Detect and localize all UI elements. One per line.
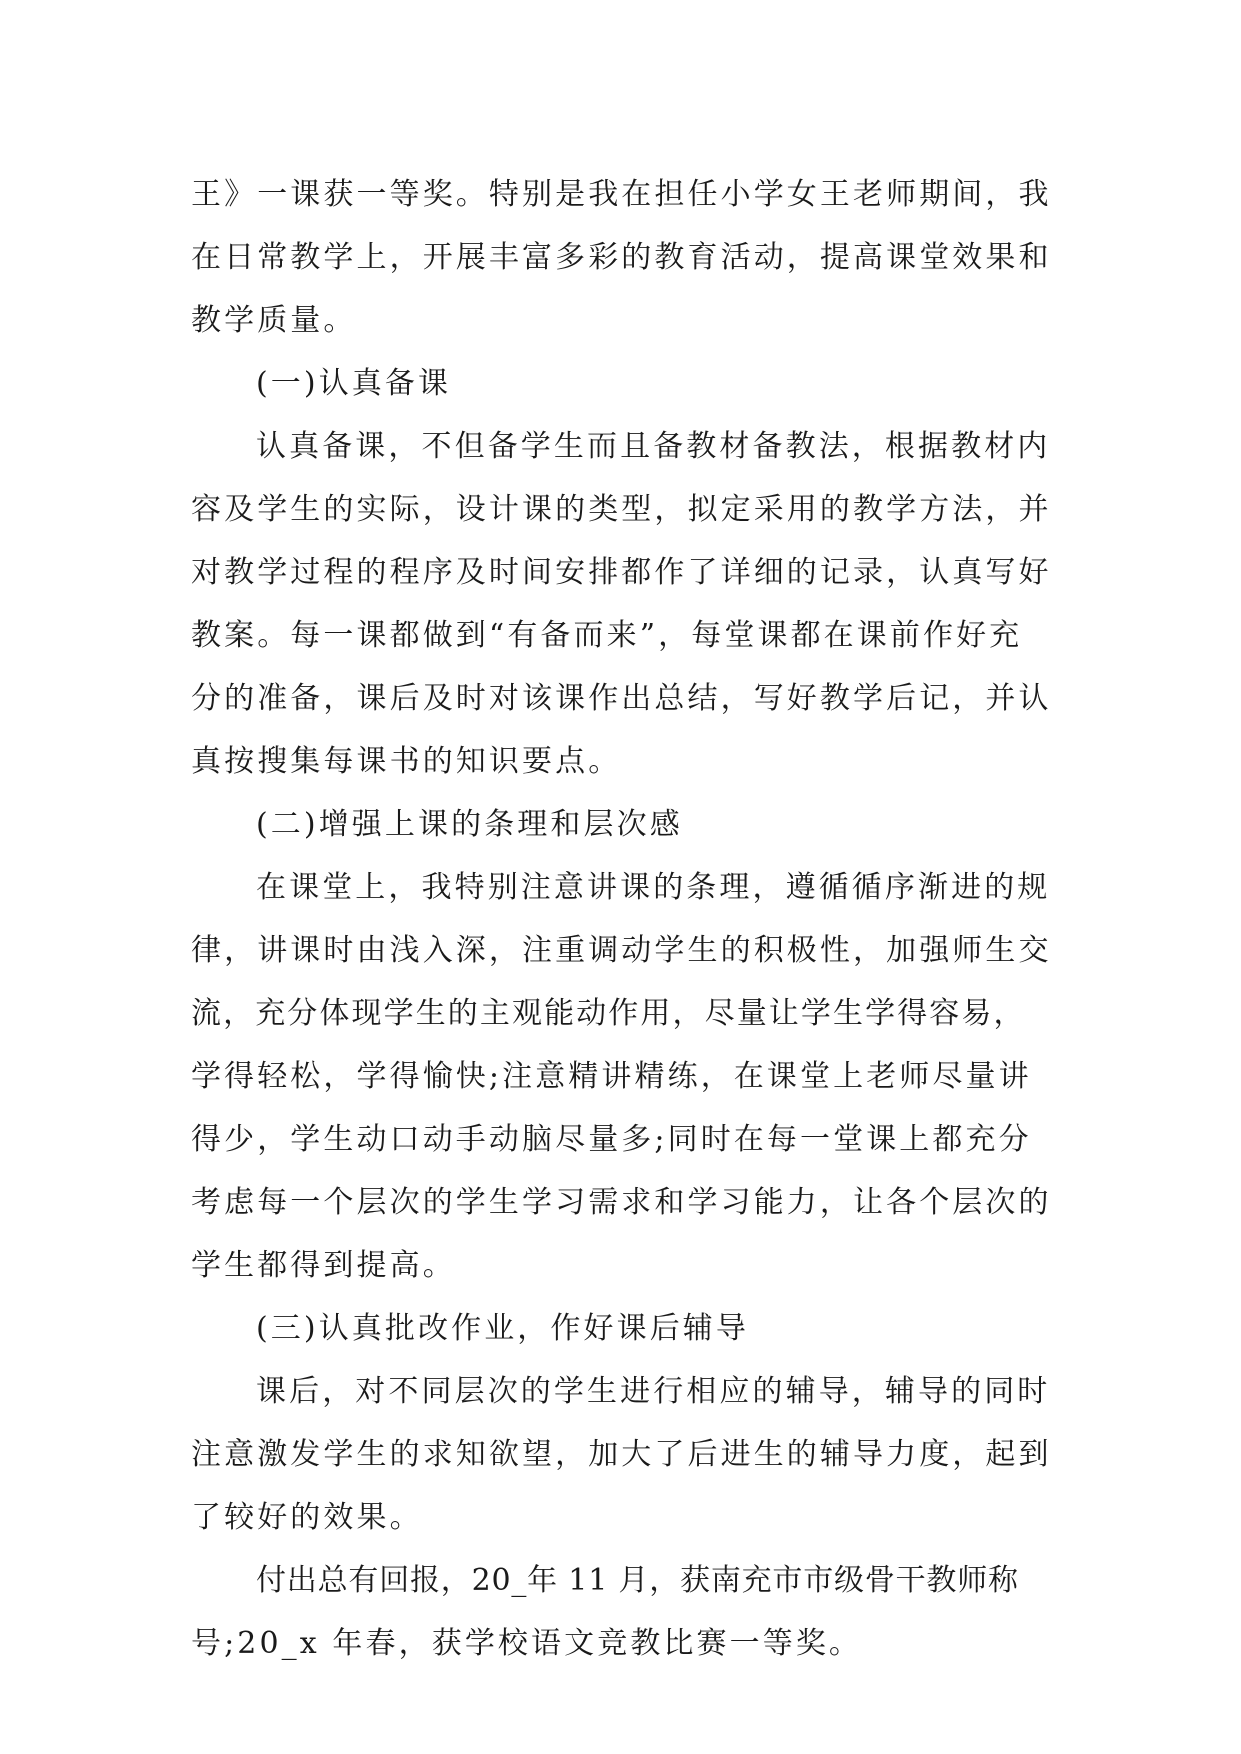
paragraph-line: 了较好的效果。 xyxy=(191,1500,423,1535)
paragraph-line: 学生都得到提高。 xyxy=(191,1248,456,1283)
paragraph-line: 认真备课，不但备学生而且备教材备教法，根据教材内 xyxy=(256,429,1051,464)
paragraph-line: 教案。每一课都做到“有备而来”，每堂课都在课前作好充 xyxy=(191,618,1023,653)
paragraph-line: 容及学生的实际，设计课的类型，拟定采用的教学方法，并 xyxy=(191,492,1052,527)
paragraph-line: 在课堂上，我特别注意讲课的条理，遵循循序渐进的规 xyxy=(256,870,1051,905)
paragraph-line: 得少，学生动口动手动脑尽量多;同时在每一堂课上都充分 xyxy=(191,1122,1032,1157)
section-heading: (三)认真批改作业，作好课后辅导 xyxy=(256,1311,750,1346)
paragraph-line: 教学质量。 xyxy=(191,303,357,338)
paragraph-line: 注意激发学生的求知欲望，加大了后进生的辅导力度，起到 xyxy=(191,1437,1052,1472)
document-body xyxy=(191,163,1053,1675)
paragraph-line: 号;20_x 年春，获学校语文竞教比赛一等奖。 xyxy=(191,1626,863,1661)
paragraph-line: 课后，对不同层次的学生进行相应的辅导，辅导的同时 xyxy=(256,1374,1051,1409)
paragraph-line: 考虑每一个层次的学生学习需求和学习能力，让各个层次的 xyxy=(191,1185,1052,1220)
paragraph-line: 流，充分体现学生的主观能动作用，尽量让学生学得容易， xyxy=(191,996,1026,1031)
paragraph-line: 付出总有回报，20_年 11 月，获南充市市级骨干教师称 xyxy=(256,1563,1019,1598)
paragraph-line: 律，讲课时由浅入深，注重调动学生的积极性，加强师生交 xyxy=(191,933,1052,968)
paragraph-line: 学得轻松，学得愉快;注意精讲精练，在课堂上老师尽量讲 xyxy=(191,1059,1032,1094)
paragraph-line: 分的准备，课后及时对该课作出总结，写好教学后记，并认 xyxy=(191,681,1052,716)
paragraph-line: 王》一课获一等奖。特别是我在担任小学女王老师期间，我 xyxy=(191,177,1052,212)
section-heading: (二)增强上课的条理和层次感 xyxy=(256,807,683,842)
paragraph-line: 在日常教学上，开展丰富多彩的教育活动，提高课堂效果和 xyxy=(191,240,1052,275)
section-heading: (一)认真备课 xyxy=(256,366,452,401)
paragraph-line: 对教学过程的程序及时间安排都作了详细的记录，认真写好 xyxy=(191,555,1052,590)
paragraph-line: 真按搜集每课书的知识要点。 xyxy=(191,744,622,779)
